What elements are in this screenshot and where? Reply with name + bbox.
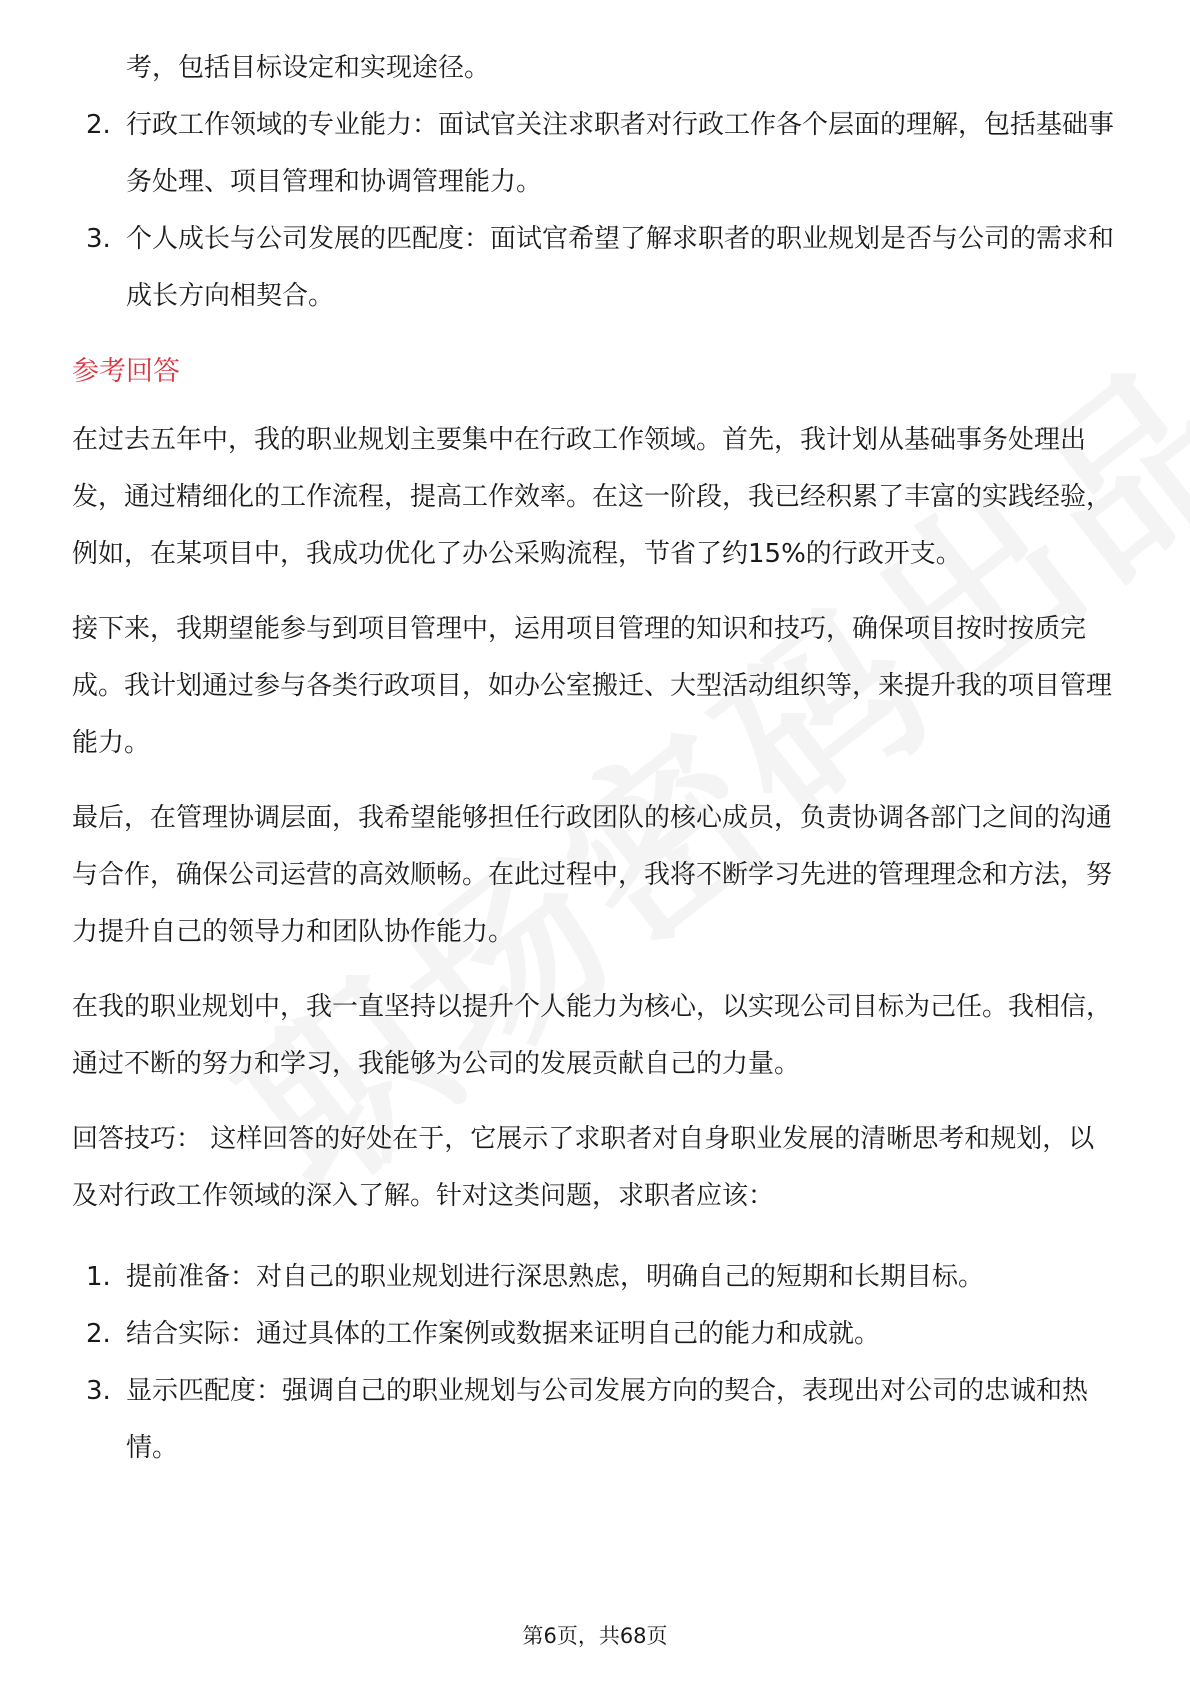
list-number: 1. (86, 1262, 111, 1292)
tips-list (72, 1249, 1120, 1477)
list-number: 3. (86, 224, 111, 254)
answer-paragraph: 在我的职业规划中，我一直坚持以提升个人能力为核心，以实现公司目标为己任。我相信，通过不断的努力和学习，我能够为公司的发展贡献自己的力量。 (72, 992, 1113, 1079)
list-item-continuation: 考，包括目标设定和实现途径。 (126, 53, 491, 83)
section-title: 参考回答 (72, 356, 180, 387)
answer-paragraph: 最后，在管理协调层面，我希望能够担任行政团队的核心成员，负责协调各部门之间的沟通与合作，确保公司运营的高效顺畅。在此过程中，我将不断学习先进的管理理念和方法，努力提升自己的领导力和团队协作能力。 (72, 803, 1113, 947)
list-number: 2. (86, 110, 111, 140)
list-item (72, 211, 1120, 325)
list-item (72, 1306, 1120, 1363)
list-number: 2. (86, 1319, 111, 1349)
page-content (72, 40, 1120, 1477)
focus-list (72, 97, 1120, 325)
list-item-text: 显示匹配度：强调自己的职业规划与公司发展方向的契合，表现出对公司的忠诚和热情。 (126, 1376, 1089, 1463)
list-item (72, 1363, 1120, 1477)
list-item-text: 结合实际：通过具体的工作案例或数据来证明自己的能力和成就。 (126, 1319, 881, 1349)
list-item (72, 97, 1120, 211)
answer-paragraph: 在过去五年中，我的职业规划主要集中在行政工作领域。首先，我计划从基础事务处理出发，通过精细化的工作流程，提高工作效率。在这一阶段，我已经积累了丰富的实践经验，例如，在某项目中，我成功优化了办公采购流程，节省了约15%的行政开支。 (72, 425, 1113, 569)
list-item-text: 个人成长与公司发展的匹配度：面试官希望了解求职者的职业规划是否与公司的需求和成长方向相契合。 (126, 224, 1115, 311)
page-number-footer: 第6页，共68页 (522, 1624, 668, 1648)
list-item-text: 行政工作领域的专业能力：面试官关注求职者对行政工作各个层面的理解，包括基础事务处理、项目管理和协调管理能力。 (126, 110, 1115, 197)
list-item (72, 1249, 1120, 1306)
tips-intro-paragraph: 回答技巧： 这样回答的好处在于，它展示了求职者对自身职业发展的清晰思考和规划，以及对行政工作领域的深入了解。针对这类问题，求职者应该： (72, 1124, 1095, 1211)
list-number: 3. (86, 1376, 111, 1406)
list-item-text: 提前准备：对自己的职业规划进行深思熟虑，明确自己的短期和长期目标。 (126, 1262, 985, 1292)
answer-paragraph: 接下来，我期望能参与到项目管理中，运用项目管理的知识和技巧，确保项目按时按质完成。我计划通过参与各类行政项目，如办公室搬迁、大型活动组织等，来提升我的项目管理能力。 (72, 614, 1113, 758)
